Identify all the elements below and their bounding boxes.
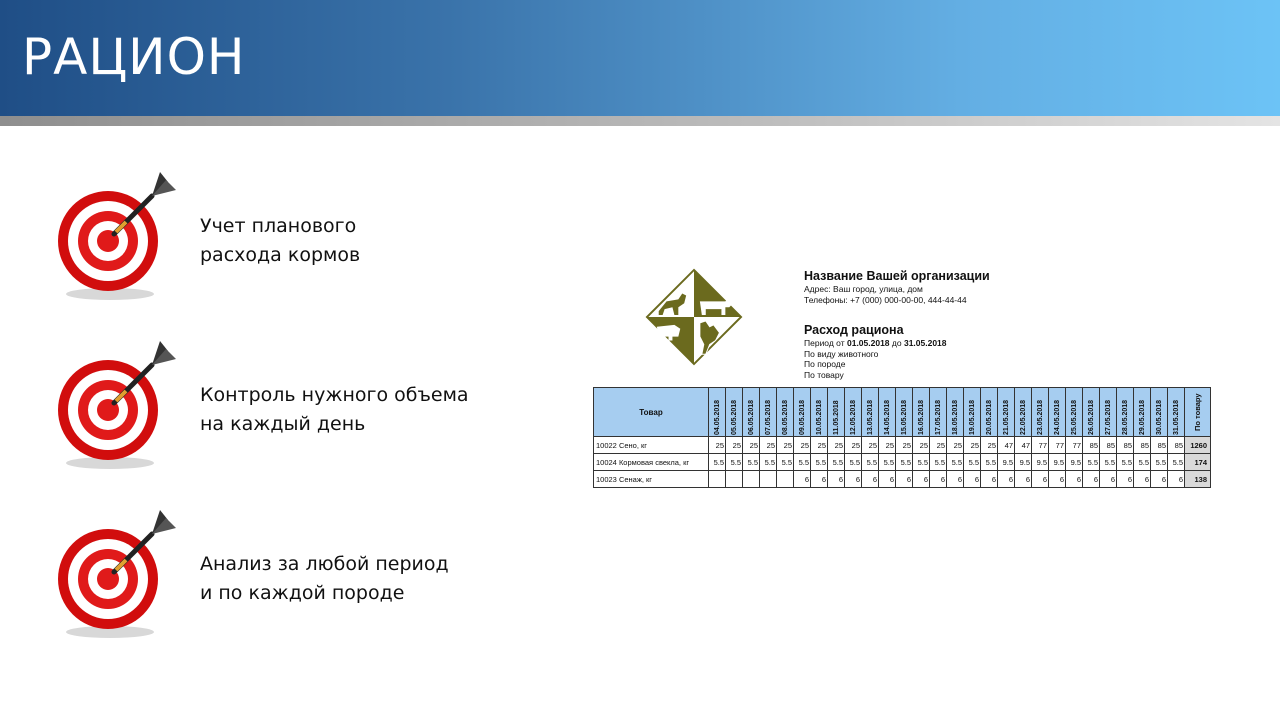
value-cell: 5.5 [726, 454, 743, 471]
org-address: Адрес: Ваш город, улица, дом [804, 284, 923, 294]
value-cell: 6 [794, 471, 811, 488]
value-cell: 5.5 [964, 454, 981, 471]
header-divider [0, 116, 1280, 126]
value-cell: 6 [1151, 471, 1168, 488]
target-dart-icon [52, 168, 192, 308]
date-label: 15.05.2018 [900, 399, 908, 435]
column-header-date [794, 388, 811, 437]
farm-animals-logo-icon [645, 268, 743, 366]
date-label: 26.05.2018 [1087, 399, 1095, 435]
report-filter: По виду животного [804, 348, 879, 359]
value-cell: 5.5 [930, 454, 947, 471]
value-cell: 85 [1117, 437, 1134, 454]
value-cell: 85 [1134, 437, 1151, 454]
value-cell: 85 [1168, 437, 1185, 454]
feature-item [52, 168, 572, 318]
value-cell: 5.5 [1168, 454, 1185, 471]
value-cell: 25 [811, 437, 828, 454]
value-cell: 5.5 [862, 454, 879, 471]
column-header-date [760, 388, 777, 437]
date-label: 29.05.2018 [1138, 399, 1146, 435]
report-filter: По товару [804, 369, 844, 380]
org-phones: Телефоны: +7 (000) 000-00-00, 444-44-44 [804, 294, 967, 305]
column-header-date [930, 388, 947, 437]
value-cell: 85 [1083, 437, 1100, 454]
report-period [804, 338, 947, 349]
value-cell: 9.5 [1032, 454, 1049, 471]
report-filter: По породе [804, 359, 846, 369]
date-label: 10.05.2018 [815, 399, 823, 435]
date-label: 28.05.2018 [1121, 399, 1129, 435]
value-cell: 5.5 [1151, 454, 1168, 471]
column-header-date [981, 388, 998, 437]
total-cell: 174 [1185, 454, 1211, 471]
value-cell: 47 [998, 437, 1015, 454]
value-cell: 25 [862, 437, 879, 454]
value-cell: 6 [913, 471, 930, 488]
value-cell: 6 [1032, 471, 1049, 488]
date-label: 14.05.2018 [883, 399, 891, 435]
value-cell [777, 471, 794, 488]
value-cell: 5.5 [1117, 454, 1134, 471]
column-header-date [998, 388, 1015, 437]
date-label: 17.05.2018 [934, 399, 942, 435]
column-header-date [828, 388, 845, 437]
page-title: РАЦИОН [22, 28, 246, 86]
column-header-date [811, 388, 828, 437]
date-label: 31.05.2018 [1172, 399, 1180, 435]
total-cell: 1260 [1185, 437, 1211, 454]
value-cell: 6 [1083, 471, 1100, 488]
value-cell: 6 [930, 471, 947, 488]
column-header-date [1151, 388, 1168, 437]
date-label: 30.05.2018 [1155, 399, 1163, 435]
value-cell: 25 [743, 437, 760, 454]
value-cell: 25 [760, 437, 777, 454]
table-header-row [594, 388, 1211, 437]
value-cell: 5.5 [1100, 454, 1117, 471]
value-cell: 77 [1049, 437, 1066, 454]
value-cell [726, 471, 743, 488]
target-dart-icon [52, 337, 192, 477]
column-header-date [1134, 388, 1151, 437]
value-cell: 85 [1151, 437, 1168, 454]
table-row [594, 437, 1211, 454]
feature-text [200, 212, 360, 270]
date-label: 13.05.2018 [866, 399, 874, 435]
column-header-date [709, 388, 726, 437]
value-cell: 6 [1117, 471, 1134, 488]
value-cell: 77 [1066, 437, 1083, 454]
column-header-date [845, 388, 862, 437]
value-cell: 5.5 [879, 454, 896, 471]
value-cell: 5.5 [1134, 454, 1151, 471]
value-cell: 85 [1100, 437, 1117, 454]
date-label: 16.05.2018 [917, 399, 925, 435]
period-from: 01.05.2018 [846, 338, 890, 348]
value-cell: 25 [828, 437, 845, 454]
column-header-date [1100, 388, 1117, 437]
date-label: 19.05.2018 [968, 399, 976, 435]
product-name-cell: 10024 Кормовая свекла, кг [594, 454, 709, 471]
value-cell [743, 471, 760, 488]
period-prefix: Период от [804, 338, 845, 348]
value-cell: 6 [811, 471, 828, 488]
value-cell: 25 [913, 437, 930, 454]
value-cell: 25 [896, 437, 913, 454]
date-label: 08.05.2018 [781, 399, 789, 435]
column-header-date [1049, 388, 1066, 437]
feature-line: Контроль нужного объема [200, 384, 469, 406]
value-cell: 9.5 [1066, 454, 1083, 471]
column-header-date [743, 388, 760, 437]
date-label: 18.05.2018 [951, 399, 959, 435]
value-cell: 9.5 [1015, 454, 1032, 471]
value-cell: 5.5 [743, 454, 760, 471]
feature-line: расхода кормов [200, 244, 361, 266]
date-label: 06.05.2018 [747, 399, 755, 435]
feature-item [52, 337, 572, 487]
date-label: 24.05.2018 [1053, 399, 1061, 435]
period-mid: до [891, 338, 902, 348]
value-cell [760, 471, 777, 488]
date-label: 11.05.2018 [832, 400, 840, 435]
value-cell: 5.5 [981, 454, 998, 471]
value-cell: 25 [777, 437, 794, 454]
column-header-total [1185, 388, 1211, 437]
value-cell: 6 [862, 471, 879, 488]
value-cell: 6 [845, 471, 862, 488]
value-cell: 6 [964, 471, 981, 488]
value-cell: 5.5 [947, 454, 964, 471]
value-cell: 6 [1049, 471, 1066, 488]
value-cell: 6 [981, 471, 998, 488]
value-cell: 6 [1168, 471, 1185, 488]
value-cell: 6 [1100, 471, 1117, 488]
column-header-product: Товар [594, 388, 709, 437]
value-cell: 5.5 [1083, 454, 1100, 471]
product-name-cell: 10023 Сенаж, кг [594, 471, 709, 488]
column-header-date [726, 388, 743, 437]
column-header-date [1083, 388, 1100, 437]
value-cell [709, 471, 726, 488]
ration-table [593, 387, 1211, 488]
report-title: Расход рациона [804, 323, 904, 337]
total-label: По товару [1193, 393, 1202, 431]
date-label: 07.05.2018 [764, 399, 772, 435]
date-label: 05.05.2018 [730, 399, 738, 435]
date-label: 04.05.2018 [713, 399, 721, 435]
value-cell: 6 [998, 471, 1015, 488]
report-header [804, 322, 947, 380]
value-cell: 5.5 [913, 454, 930, 471]
value-cell: 6 [1015, 471, 1032, 488]
feature-text [200, 550, 449, 608]
product-name-cell: 10022 Сено, кг [594, 437, 709, 454]
column-header-date [777, 388, 794, 437]
column-header-date [1015, 388, 1032, 437]
column-header-date [879, 388, 896, 437]
value-cell: 5.5 [845, 454, 862, 471]
value-cell: 25 [947, 437, 964, 454]
date-label: 20.05.2018 [985, 399, 993, 435]
date-label: 25.05.2018 [1070, 399, 1078, 435]
date-label: 09.05.2018 [798, 399, 806, 435]
value-cell: 6 [947, 471, 964, 488]
feature-line: на каждый день [200, 413, 366, 435]
value-cell: 5.5 [828, 454, 845, 471]
value-cell: 25 [794, 437, 811, 454]
feature-line: Учет планового [200, 215, 357, 237]
value-cell: 5.5 [777, 454, 794, 471]
feature-text [200, 381, 469, 439]
date-label: 12.05.2018 [849, 399, 857, 435]
table-row [594, 471, 1211, 488]
period-to: 31.05.2018 [903, 338, 947, 348]
value-cell: 5.5 [896, 454, 913, 471]
column-header-date [1032, 388, 1049, 437]
feature-line: Анализ за любой период [200, 553, 449, 575]
column-header-date [1066, 388, 1083, 437]
value-cell: 25 [726, 437, 743, 454]
table-row [594, 454, 1211, 471]
value-cell: 25 [845, 437, 862, 454]
organization-info [804, 268, 990, 305]
value-cell: 9.5 [1049, 454, 1066, 471]
value-cell: 47 [1015, 437, 1032, 454]
value-cell: 25 [981, 437, 998, 454]
value-cell: 25 [879, 437, 896, 454]
column-header-date [947, 388, 964, 437]
total-cell: 138 [1185, 471, 1211, 488]
column-header-date [964, 388, 981, 437]
date-label: 22.05.2018 [1019, 399, 1027, 435]
value-cell: 9.5 [998, 454, 1015, 471]
feature-item [52, 506, 572, 656]
value-cell: 25 [930, 437, 947, 454]
column-header-date [862, 388, 879, 437]
value-cell: 6 [879, 471, 896, 488]
value-cell: 5.5 [794, 454, 811, 471]
value-cell: 5.5 [709, 454, 726, 471]
column-header-date [913, 388, 930, 437]
value-cell: 6 [828, 471, 845, 488]
value-cell: 25 [964, 437, 981, 454]
org-name: Название Вашей организации [804, 269, 990, 283]
value-cell: 25 [709, 437, 726, 454]
value-cell: 6 [1066, 471, 1083, 488]
date-label: 21.05.2018 [1002, 399, 1010, 435]
value-cell: 6 [1134, 471, 1151, 488]
value-cell: 5.5 [811, 454, 828, 471]
feature-line: и по каждой породе [200, 582, 405, 604]
date-label: 23.05.2018 [1036, 399, 1044, 435]
value-cell: 77 [1032, 437, 1049, 454]
ration-report [593, 265, 1223, 490]
column-header-date [1168, 388, 1185, 437]
column-header-date [1117, 388, 1134, 437]
value-cell: 5.5 [760, 454, 777, 471]
target-dart-icon [52, 506, 192, 646]
date-label: 27.05.2018 [1104, 399, 1112, 435]
value-cell: 6 [896, 471, 913, 488]
column-header-date [896, 388, 913, 437]
